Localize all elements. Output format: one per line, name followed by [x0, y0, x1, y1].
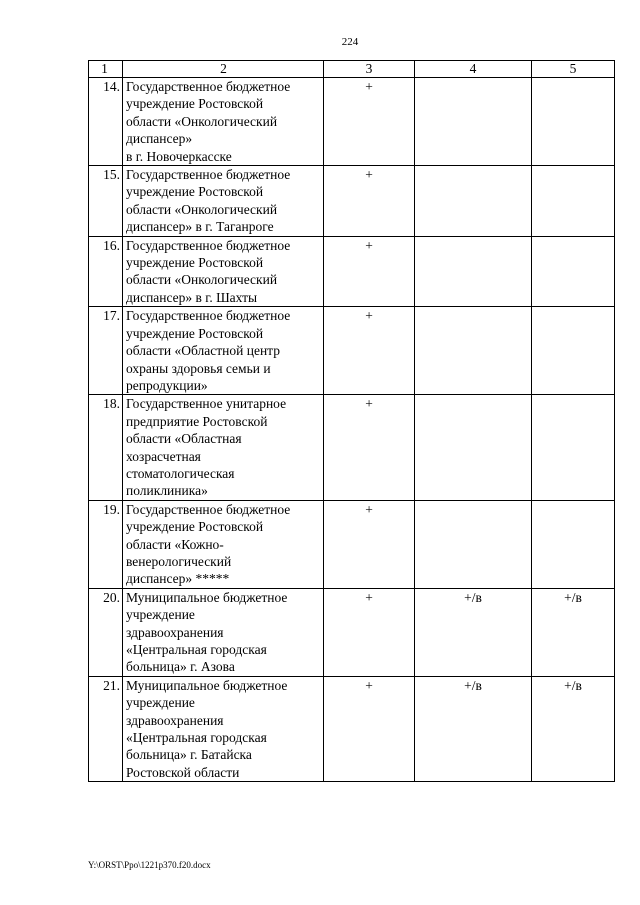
header-col-3: 3: [324, 61, 415, 78]
organization-name: [123, 78, 324, 166]
col-5-mark: [532, 78, 615, 166]
organization-name: [123, 588, 324, 676]
header-col-2: 2: [123, 61, 324, 78]
organization-name-line: в г. Новочеркасске: [126, 148, 232, 164]
col-5-mark: [532, 166, 615, 237]
organization-name-line: хозрасчетная: [126, 448, 201, 464]
col-4-mark: [415, 236, 532, 307]
col-5-mark: [532, 236, 615, 307]
organization-name-line: Государственное унитарное: [126, 396, 287, 412]
col-4-mark: [415, 500, 532, 588]
organization-name-line: поликлиника»: [126, 483, 208, 499]
col-3-mark: +: [324, 676, 415, 781]
organization-name-line: «Центральная городская: [126, 642, 267, 657]
organization-name-line: области «Онкологический: [126, 113, 278, 129]
organization-name-line: учреждение Ростовской: [126, 184, 264, 200]
table-row: [89, 236, 615, 307]
col-5-mark: [532, 500, 615, 588]
organization-name-line: «Центральная городская: [126, 730, 267, 746]
organization-name-line: учреждение: [126, 607, 195, 623]
organization-name-line: учреждение Ростовской: [126, 519, 264, 535]
header-col-4: 4: [415, 61, 532, 78]
row-number: 21.: [89, 676, 123, 781]
col-3-mark: +: [324, 395, 415, 500]
organization-name-line: области «Областная: [126, 431, 242, 447]
header-col-1: 1: [89, 61, 123, 78]
organization-name: [123, 307, 324, 395]
organization-name-line: Муниципальное бюджетное: [126, 677, 288, 693]
organization-name-line: предприятие Ростовской: [126, 413, 268, 429]
col-4-mark: [415, 307, 532, 395]
organization-name: [123, 676, 324, 781]
row-number: 14.: [89, 78, 123, 166]
organization-name-line: здравоохранения: [126, 624, 224, 640]
row-number: 20.: [89, 588, 123, 676]
col-3-mark: +: [324, 166, 415, 237]
organization-name: [123, 395, 324, 500]
row-number: 15.: [89, 166, 123, 237]
organization-name-line: больница» г. Азова: [126, 659, 235, 675]
organization-name-line: учреждение Ростовской: [126, 96, 264, 112]
col-5-mark: +/в: [532, 676, 615, 781]
col-4-mark: [415, 166, 532, 237]
organization-name-line: диспансер» в г. Таганроге: [126, 219, 274, 235]
organization-name-line: здравоохранения: [126, 712, 224, 728]
organization-name-line: Государственное бюджетное: [126, 237, 291, 253]
organization-name-line: диспансер»: [126, 131, 193, 147]
header-col-5: 5: [532, 61, 615, 78]
organization-name-line: диспансер» *****: [126, 571, 230, 587]
organization-name-line: Государственное бюджетное: [126, 308, 291, 324]
table-row: [89, 395, 615, 500]
row-number: 16.: [89, 236, 123, 307]
table-row: [89, 588, 615, 676]
row-number: 19.: [89, 500, 123, 588]
data-table: [88, 60, 615, 782]
col-3-mark: +: [324, 307, 415, 395]
col-5-mark: [532, 307, 615, 395]
organization-name-line: учреждение Ростовской: [126, 325, 264, 341]
col-3-mark: +: [324, 236, 415, 307]
organization-name-line: Муниципальное бюджетное: [126, 589, 288, 605]
organization-name-line: учреждение: [126, 695, 195, 711]
table-header-row: [89, 61, 615, 78]
page-number: 224: [341, 36, 359, 48]
organization-name-line: учреждение Ростовской: [126, 255, 264, 271]
col-4-mark: +/в: [415, 588, 532, 676]
organization-name-line: Государственное бюджетное: [126, 167, 291, 183]
organization-name-line: стоматологическая: [126, 465, 235, 481]
col-4-mark: [415, 395, 532, 500]
table-row: [89, 676, 615, 781]
row-number: 17.: [89, 307, 123, 395]
file-path-footer: Y:\ORST\Ppo\1221p370.f20.docx: [88, 860, 211, 870]
organization-name-line: области «Онкологический: [126, 272, 278, 288]
table-body: [89, 78, 615, 782]
organization-name-line: репродукции»: [126, 377, 208, 393]
organization-name-line: области «Онкологический: [126, 201, 278, 217]
row-number: 18.: [89, 395, 123, 500]
table-row: [89, 166, 615, 237]
col-3-mark: +: [324, 78, 415, 166]
organization-name: [123, 236, 324, 307]
col-3-mark: +: [324, 500, 415, 588]
table-row: [89, 500, 615, 588]
col-5-mark: +/в: [532, 588, 615, 676]
col-3-mark: +: [324, 588, 415, 676]
organization-name-line: Ростовской области: [126, 764, 240, 780]
table-row: [89, 78, 615, 166]
organization-name: [123, 500, 324, 588]
organization-name-line: Государственное бюджетное: [126, 79, 291, 94]
organization-name-line: охраны здоровья семьи и: [126, 360, 271, 376]
organization-name-line: венерологический: [126, 553, 232, 569]
table-row: [89, 307, 615, 395]
col-5-mark: [532, 395, 615, 500]
organization-name-line: больница» г. Батайска: [126, 747, 252, 763]
organization-name-line: области «Кожно-: [126, 536, 224, 552]
organization-name: [123, 166, 324, 237]
organization-name-line: диспансер» в г. Шахты: [126, 289, 258, 305]
organization-name-line: области «Областной центр: [126, 343, 280, 359]
col-4-mark: +/в: [415, 676, 532, 781]
organization-name-line: Государственное бюджетное: [126, 501, 291, 517]
col-4-mark: [415, 78, 532, 166]
